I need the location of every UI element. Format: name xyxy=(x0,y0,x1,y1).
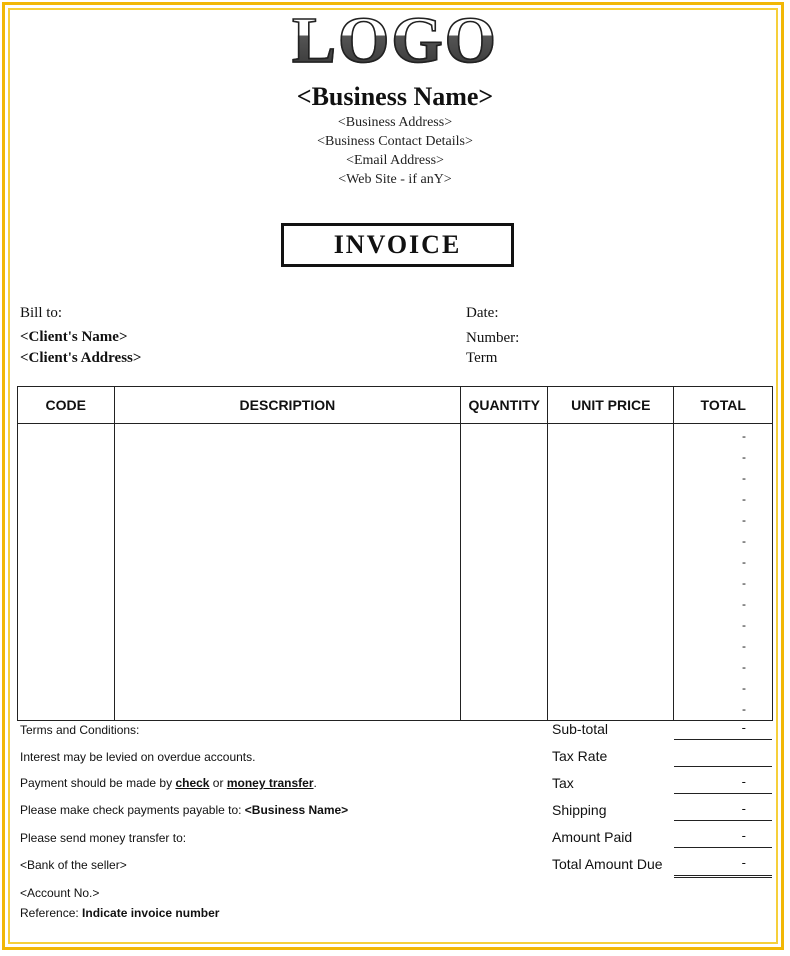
shipping-value: - xyxy=(674,801,772,821)
total-cell xyxy=(674,424,773,721)
business-contact: <Business Contact Details> xyxy=(317,134,473,149)
tax-rate-label: Tax Rate xyxy=(552,748,608,764)
client-name: <Client's Name> xyxy=(20,329,128,345)
invoice-title: INVOICE xyxy=(281,223,514,267)
subtotal-value: - xyxy=(674,720,772,740)
reference-line xyxy=(20,906,219,920)
tax-rate-value xyxy=(674,747,772,767)
total-due-label: Total Amount Due xyxy=(552,856,663,872)
term-label: Term xyxy=(466,350,498,366)
bill-to-label: Bill to: xyxy=(20,305,63,321)
total-placeholders xyxy=(674,424,772,720)
code-cell xyxy=(18,424,115,721)
business-name: <Business Name> xyxy=(296,82,494,111)
payment-check: check xyxy=(175,776,210,790)
quantity-cell xyxy=(461,424,548,721)
number-label: Number: xyxy=(466,330,520,346)
total-placeholder: - xyxy=(742,492,746,506)
bank-name: <Bank of the seller> xyxy=(20,858,127,872)
payment-or: or xyxy=(209,776,227,790)
payment-transfer: money transfer xyxy=(226,776,314,790)
col-total: TOTAL xyxy=(674,387,773,424)
terms-heading: Terms and Conditions: xyxy=(20,723,140,737)
amount-paid-label: Amount Paid xyxy=(552,829,633,845)
col-code: CODE xyxy=(18,387,115,424)
total-placeholder: - xyxy=(742,639,746,653)
terms-line-overdue: Interest may be levied on overdue accounts. xyxy=(20,750,256,764)
terms-line-payable xyxy=(20,803,348,817)
total-placeholder: - xyxy=(742,702,746,716)
payable-prefix: Please make check payments payable to: xyxy=(20,803,245,817)
tax-value: - xyxy=(674,774,772,794)
total-placeholder: - xyxy=(742,429,746,443)
terms-line-transfer: Please send money transfer to: xyxy=(20,831,187,845)
business-website: <Web Site - if anY> xyxy=(338,172,452,187)
col-description: DESCRIPTION xyxy=(114,387,461,424)
business-address: <Business Address> xyxy=(337,115,453,130)
total-placeholder: - xyxy=(742,471,746,485)
total-placeholder: - xyxy=(742,618,746,632)
items-body-row xyxy=(18,424,773,721)
description-cell xyxy=(114,424,461,721)
shipping-label: Shipping xyxy=(552,802,607,818)
terms-line-payment xyxy=(20,776,317,790)
total-placeholder: - xyxy=(742,660,746,674)
business-email: <Email Address> xyxy=(346,153,444,168)
logo: LOGO xyxy=(0,6,790,76)
col-unit-price: UNIT PRICE xyxy=(548,387,674,424)
items-header-row xyxy=(18,387,773,424)
amount-paid-value: - xyxy=(674,828,772,848)
total-due-value: - xyxy=(674,855,772,878)
account-number: <Account No.> xyxy=(20,886,100,900)
items-table xyxy=(17,386,773,721)
payment-suffix: . xyxy=(313,776,317,790)
total-placeholder: - xyxy=(742,597,746,611)
total-placeholder: - xyxy=(742,555,746,569)
reference-prefix: Reference: xyxy=(20,906,83,920)
payable-name: <Business Name> xyxy=(244,803,349,817)
unit-price-cell xyxy=(548,424,674,721)
total-placeholder: - xyxy=(742,576,746,590)
subtotal-label: Sub-total xyxy=(552,721,609,737)
col-quantity: QUANTITY xyxy=(461,387,548,424)
client-address: <Client's Address> xyxy=(20,350,142,366)
reference-value: Indicate invoice number xyxy=(82,906,220,920)
total-placeholder: - xyxy=(742,513,746,527)
total-placeholder: - xyxy=(742,681,746,695)
date-label: Date: xyxy=(466,305,499,321)
total-placeholder: - xyxy=(742,534,746,548)
tax-label: Tax xyxy=(552,775,574,791)
payment-prefix: Payment should be made by xyxy=(20,776,176,790)
total-placeholder: - xyxy=(742,450,746,464)
